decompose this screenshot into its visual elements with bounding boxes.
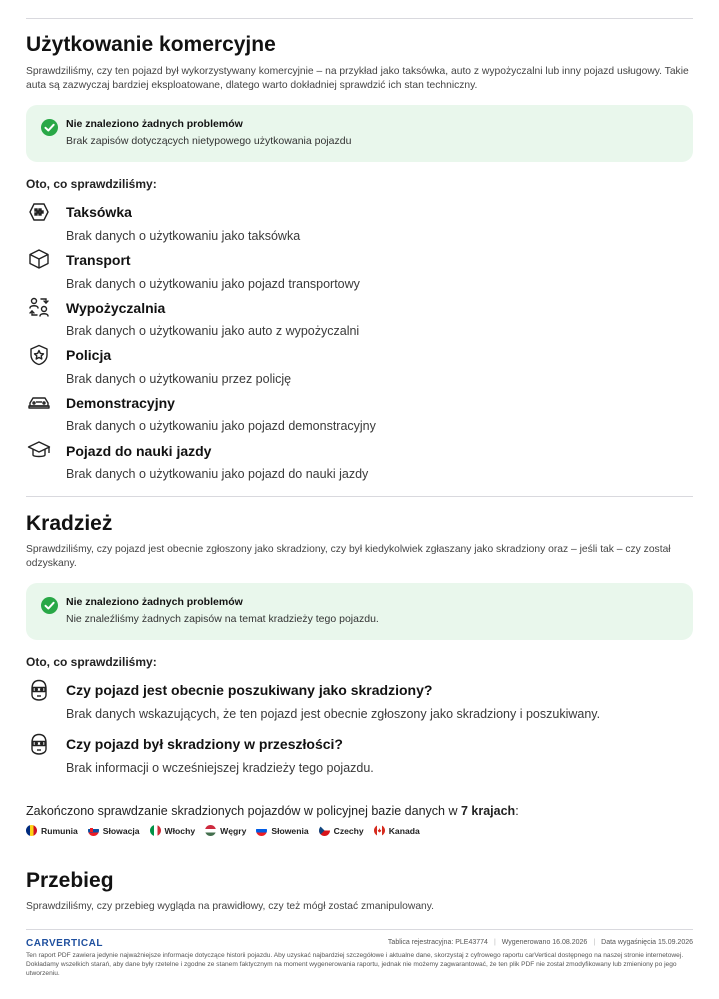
report-meta: Tablica rejestracyjna: PLE43774 | Wygenerowano 16.08.2026 | Data wygaśnięcia 15.09.2026	[387, 939, 693, 946]
status-text: Brak zapisów dotyczących nietypowego użytkowania pojazdu	[66, 135, 352, 147]
country-romania: Rumunia	[26, 825, 78, 836]
country-slovakia: Słowacja	[88, 825, 140, 836]
carvertical-logo: CARVERTICAL	[26, 938, 103, 949]
item-desc-police: Brak danych o użytkowaniu przez policję	[66, 372, 292, 386]
country-italy: Włochy	[150, 825, 196, 836]
country-hungary: Węgry	[205, 825, 246, 836]
italy-flag-icon	[150, 825, 161, 836]
section-divider	[26, 496, 693, 497]
country-slovenia: Słowenia	[256, 825, 308, 836]
romania-flag-icon	[26, 825, 37, 836]
thief-mask-icon	[27, 678, 51, 702]
item-title-police: Policja	[66, 347, 112, 363]
item-title-taxi: Taksówka	[66, 204, 132, 220]
item-desc-driving-school: Brak danych o użytkowaniu jako pojazd do nauki jazdy	[66, 467, 369, 481]
hungary-flag-icon	[205, 825, 216, 836]
checked-label: Oto, co sprawdziliśmy:	[26, 655, 157, 669]
police-database-summary: Zakończono sprawdzanie skradzionych pojazdów w policyjnej bazie danych w 7 krajach:	[26, 804, 519, 818]
item-desc-transport: Brak danych o użytkowaniu jako pojazd transportowy	[66, 277, 360, 291]
section-title-mileage: Przebieg	[26, 869, 114, 892]
item-title-demo: Demonstracyjny	[66, 395, 175, 411]
item-desc-taxi: Brak danych o użytkowaniu jako taksówka	[66, 229, 301, 243]
item-title-stolen-in-past: Czy pojazd był skradziony w przeszłości?	[66, 736, 343, 752]
item-desc-currently-stolen: Brak danych wskazujących, że ten pojazd jest obecnie zgłoszony jako skradziony i poszukiwany.	[66, 707, 601, 721]
item-desc-stolen-in-past: Brak informacji o wcześniejszej kradzieży tego pojazdu.	[66, 761, 374, 775]
item-desc-demo: Brak danych o użytkowaniu jako pojazd demonstracyjny	[66, 419, 376, 433]
status-title: Nie znaleziono żadnych problemów	[66, 118, 243, 130]
footer-divider	[26, 929, 693, 930]
czechia-flag-icon	[319, 825, 330, 836]
status-title: Nie znaleziono żadnych problemów	[66, 596, 243, 608]
top-divider	[26, 18, 693, 19]
section-description-theft: Sprawdziliśmy, czy pojazd jest obecnie zgłoszony jako skradziony, czy był kiedykolwiek zgłaszany jako skradziony oraz – jeśli tak – czy został odzyskany.	[26, 544, 671, 569]
expiry-date: Data wygaśnięcia 15.09.2026	[601, 939, 693, 946]
country-list	[26, 825, 420, 836]
checked-label: Oto, co sprawdziliśmy:	[26, 177, 157, 191]
slovakia-flag-icon	[88, 825, 99, 836]
thief-mask-icon	[27, 732, 51, 756]
section-description-mileage: Sprawdziliśmy, czy przebieg wygląda na prawidłowy, czy też mógł zostać zmanipulowany.	[26, 901, 435, 912]
rental-icon	[27, 295, 51, 319]
status-box-commercial	[26, 105, 693, 162]
section-title-commercial: Użytkowanie komercyjne	[26, 33, 276, 56]
status-box-theft	[26, 583, 693, 640]
slovenia-flag-icon	[256, 825, 267, 836]
canada-flag-icon	[374, 825, 385, 836]
section-description-commercial: Sprawdziliśmy, czy ten pojazd był wykorzystywany komercyjnie – na przykład jako taksówka, auto z wypożyczalni lub inny pojazd usługowy. Takie auta są zazwyczaj bardziej eksploatowane, dlatego warto dokładniej sprawdzić ich stan techniczny.	[26, 66, 689, 91]
country-czechia: Czechy	[319, 825, 364, 836]
check-circle-icon	[41, 119, 58, 136]
car-icon	[27, 390, 51, 414]
status-text: Nie znaleźliśmy żadnych zapisów na temat kradzieży tego pojazdu.	[66, 613, 379, 625]
generated-date: Wygenerowano 16.08.2026	[501, 939, 588, 946]
graduation-cap-icon	[27, 438, 51, 462]
registration-plate: Tablica rejestracyjna: PLE43774	[387, 939, 488, 946]
country-canada: Kanada	[374, 825, 420, 836]
item-title-currently-stolen: Czy pojazd jest obecnie poszukiwany jako skradziony?	[66, 682, 433, 698]
taxi-icon	[27, 200, 51, 224]
item-title-driving-school: Pojazd do nauki jazdy	[66, 443, 212, 459]
box-icon	[27, 247, 51, 271]
section-title-theft: Kradzież	[26, 512, 113, 535]
disclaimer: Ten raport PDF zawiera jedynie najważniejsze informacje dotyczące historii pojazdu. Aby uzyskać najbardziej szczegółowe i aktualne dane, skorzystaj z cyfrowego raportu carVertical dostępnego na naszej stronie internetowej. Dokładamy wszelkich starań, aby dane były rzetelne i zgodne ze stanem faktycznym na moment wygenerowania raportu, jednak nie możemy zagwarantować, że ten plik PDF nie został zmodyfikowany lub zmieniony po jego utworzeniu.	[26, 952, 684, 977]
check-circle-icon	[41, 597, 58, 614]
item-desc-rental: Brak danych o użytkowaniu jako auto z wypożyczalni	[66, 324, 360, 338]
item-title-rental: Wypożyczalnia	[66, 300, 166, 316]
item-title-transport: Transport	[66, 252, 131, 268]
police-badge-icon	[27, 343, 51, 367]
